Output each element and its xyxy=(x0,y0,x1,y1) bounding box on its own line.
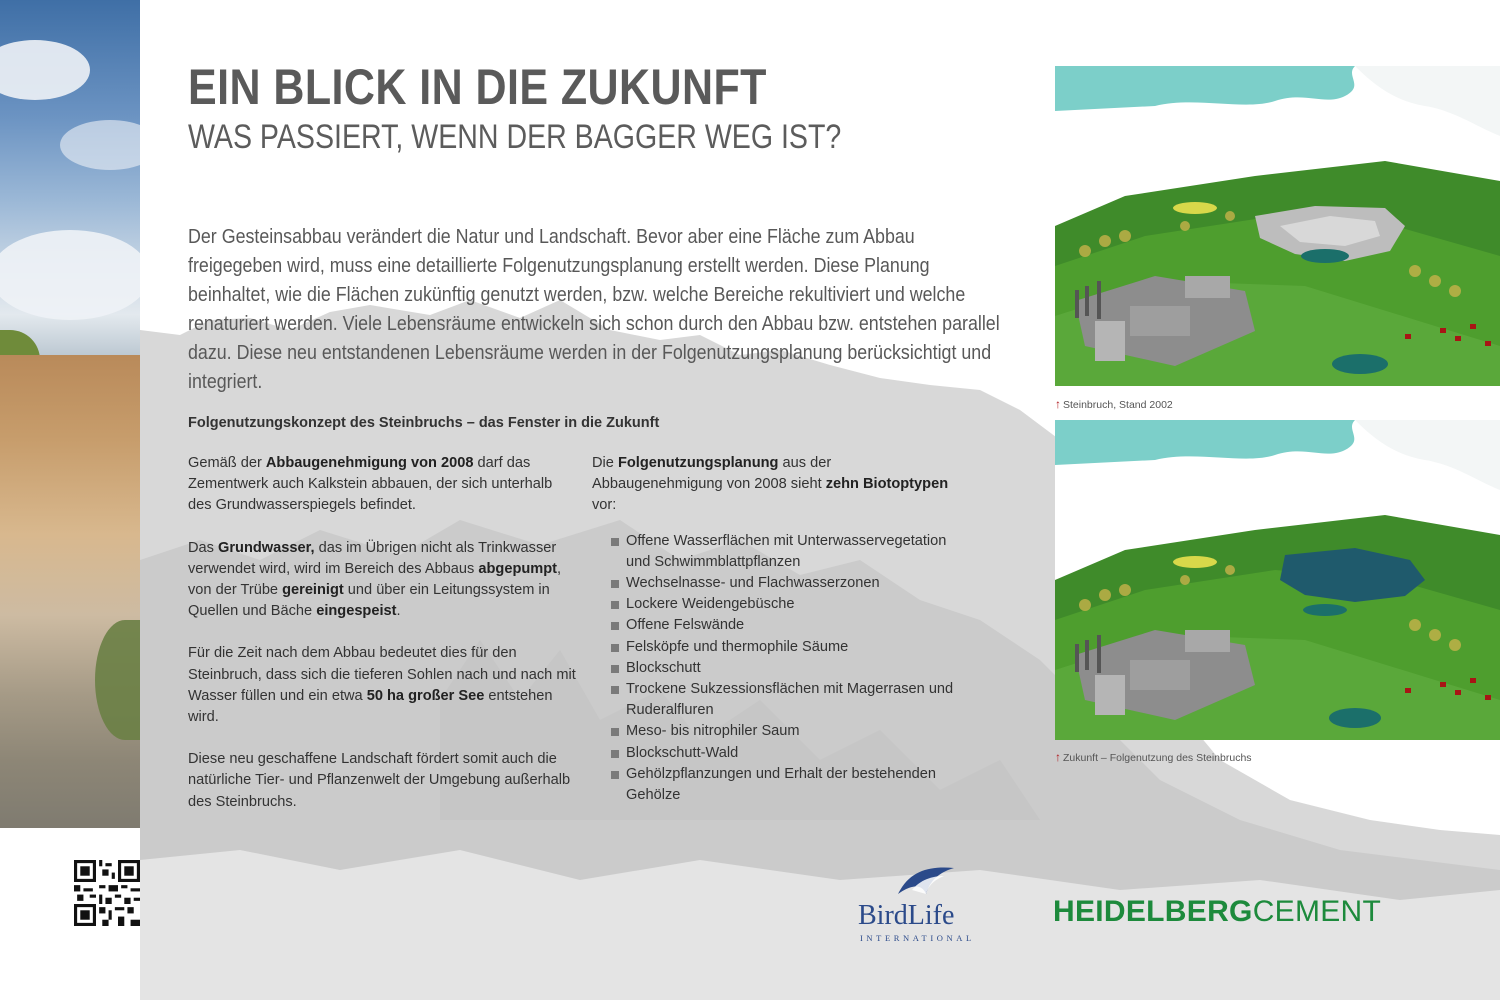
caption-map-2002: ↑ Steinbruch, Stand 2002 xyxy=(1055,397,1173,411)
up-arrow-icon: ↑ xyxy=(1055,397,1061,411)
paragraph-see: Für die Zeit nach dem Abbau bedeutet dies für den Steinbruch, dass sich die tieferen Sohlen nach und nach mit Wasser füllen und ein etwa 50 ha großer See entstehen wird. xyxy=(188,645,576,726)
left-column xyxy=(188,453,578,834)
list-item: Blockschutt-Wald xyxy=(592,743,962,764)
quarry-photo xyxy=(0,0,140,828)
page-title: EIN BLICK IN DIE ZUKUNFT xyxy=(188,59,767,115)
section-heading: Folgenutzungskonzept des Steinbruchs – das Fenster in die Zukunft xyxy=(188,415,660,431)
list-item: Wechselnasse- und Flachwasserzonen xyxy=(592,573,962,594)
right-column xyxy=(592,453,962,806)
page-subtitle: WAS PASSIERT, WENN DER BAGGER WEG IST? xyxy=(188,118,842,156)
heidelbergcement-logo: HEIDELBERGCEMENT xyxy=(1053,895,1382,928)
quarry-future-rendering xyxy=(1055,420,1500,740)
paragraph-grundwasser: Das Grundwasser, das im Übrigen nicht als Trinkwasser verwendet wird, wird im Bereich des Abbaus abgepumpt, von der Trübe gereinigt und über ein Leitungssystem in Quellen und Bäche eingespeist. xyxy=(188,539,562,620)
intro-paragraph xyxy=(188,222,1006,396)
list-item: Felsköpfe und thermophile Säume xyxy=(592,637,962,658)
list-item: Lockere Weidengebüsche xyxy=(592,594,962,615)
quarry-2002-rendering xyxy=(1055,66,1500,386)
list-item: Offene Wasserflächen mit Unterwasservegetation und Schwimmblattpflanzen xyxy=(592,531,962,573)
intro-text: Der Gesteinsabbau verändert die Natur und Landschaft. Bevor aber eine Fläche zum Abbau freigegeben wird, muss eine detaillierte Folgenutzungsplanung erstellt werden. Diese Planung beinhaltet, wie die Flächen zukünftig genutzt werden, bzw. welche Bereiche rekultiviert und welche renaturiert werden. Viele Lebensräume entwickeln sich schon durch den Abbau bzw. entstehen parallel dazu. Diese neu entstandenen Lebensräume werden in der Folgenutzungsplanung berücksichtigt und integriert. xyxy=(188,225,1000,393)
list-item: Trockene Sukzessionsflächen mit Magerrasen und Ruderalfluren xyxy=(592,679,962,721)
caption-map-future: ↑ Zukunft – Folgenutzung des Steinbruchs xyxy=(1055,750,1252,764)
biotope-list xyxy=(592,531,962,807)
bird-icon xyxy=(896,864,956,902)
biotope-intro: Die Folgenutzungsplanung aus der Abbaugenehmigung von 2008 sieht zehn Biotoptypen vor: xyxy=(592,455,949,514)
birdlife-logo xyxy=(858,864,998,944)
up-arrow-icon: ↑ xyxy=(1055,750,1061,764)
birdlife-name: BirdLife xyxy=(858,900,955,931)
qr-code[interactable] xyxy=(74,860,140,926)
paragraph-abbaugenehmigung: Gemäß der Abbaugenehmigung von 2008 darf das Zementwerk auch Kalkstein abbauen, der sich unterhalb des Grundwasserspiegels befindet. xyxy=(188,455,553,514)
list-item: Blockschutt xyxy=(592,658,962,679)
paragraph-landschaft: Diese neu geschaffene Landschaft fördert somit auch die natürliche Tier- und Pflanzenwelt der Umgebung außerhalb des Steinbruchs. xyxy=(188,751,571,810)
list-item: Gehölzpflanzungen und Erhalt der bestehenden Gehölze xyxy=(592,764,962,806)
birdlife-subtitle: INTERNATIONAL xyxy=(860,933,975,943)
list-item: Offene Felswände xyxy=(592,615,962,636)
list-item: Meso- bis nitrophiler Saum xyxy=(592,721,962,742)
